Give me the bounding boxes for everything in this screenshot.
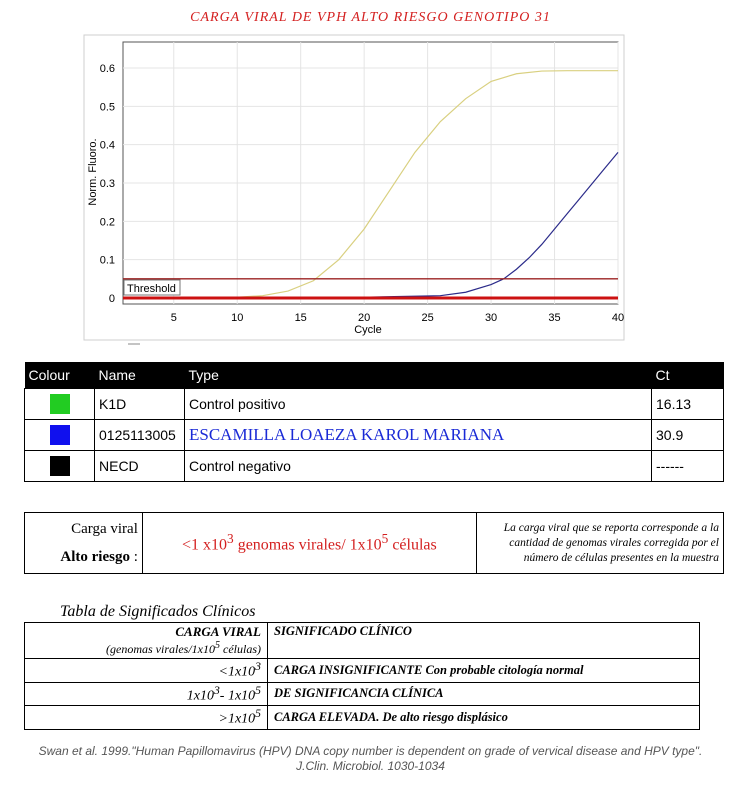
sample-type	[185, 420, 652, 451]
x-tick-label: 15	[294, 312, 307, 324]
threshold-label: Threshold	[127, 283, 176, 295]
header-load-sub-b: células)	[220, 642, 261, 656]
clinical-meaning: DE SIGNIFICANCIA CLÍNICA	[268, 682, 700, 706]
sample-type: Control negativo	[185, 451, 652, 482]
load-a: >1x10	[218, 711, 256, 727]
header-colour: Colour	[25, 362, 95, 389]
sample-name: K1D	[95, 389, 185, 420]
colour-cell	[25, 420, 95, 451]
sample-name: NECD	[95, 451, 185, 482]
viral-load-colon: :	[133, 549, 138, 565]
colour-cell	[25, 451, 95, 482]
y-axis-label: Norm. Fluoro.	[87, 138, 99, 206]
colour-swatch	[50, 425, 70, 445]
header-ct: Ct	[652, 362, 724, 389]
viral-load-label-line2: Alto riesgo	[60, 549, 130, 565]
sample-ct: ------	[652, 451, 724, 482]
reference-line1: Swan et al. 1999."Human Papillomavirus (HPV) DNA copy number is dependent on grade of vervical disease and HPV type".	[38, 744, 703, 758]
x-tick-label: 25	[421, 312, 434, 324]
viral-load-label-line2-wrap	[29, 543, 138, 571]
colour-cell	[25, 389, 95, 420]
header-type: Type	[185, 362, 652, 389]
header-load-sub-exp: 5	[215, 640, 220, 651]
result-suffix: células	[388, 536, 437, 554]
plot-area	[123, 42, 618, 304]
clinical-load	[25, 659, 268, 683]
result-exp2: 5	[381, 531, 389, 547]
clinical-table	[24, 622, 700, 730]
x-tick-label: 20	[358, 312, 371, 324]
clinical-header-row	[25, 623, 700, 659]
clinical-row	[25, 682, 700, 706]
load-a: 1x10	[186, 688, 214, 704]
y-tick-label: 0.2	[99, 216, 115, 229]
x-axis-label: Cycle	[354, 324, 382, 336]
clinical-row	[25, 659, 700, 683]
y-tick-label: 0.4	[99, 139, 115, 152]
header-load-title: CARGA VIRAL	[175, 624, 261, 639]
result-prefix: <1 x10	[181, 536, 228, 554]
viral-load-result	[142, 513, 476, 574]
viral-load-note: La carga viral que se reporta corresponde a la cantidad de genomas virales corregida por el número de células presentes en la muestra	[476, 513, 723, 574]
y-tick-label: 0.1	[99, 254, 115, 267]
x-tick-label: 35	[548, 312, 561, 324]
clinical-load	[25, 706, 268, 730]
x-tick-label: 30	[484, 312, 498, 324]
sample-type: Control positivo	[185, 389, 652, 420]
clinical-table-title: Tabla de Significados Clínicos	[60, 603, 256, 620]
clinical-row	[25, 706, 700, 730]
reference-citation	[0, 744, 741, 774]
header-load-sub-a: (genomas virales/1x10	[106, 642, 215, 656]
y-tick-label: 0.5	[99, 101, 115, 114]
load-a: <1x10	[218, 664, 256, 680]
load-exp2: 5	[255, 683, 261, 697]
y-tick-label: 0.3	[99, 178, 115, 190]
sample-ct: 30.9	[652, 420, 724, 451]
clinical-meaning: CARGA ELEVADA. De alto riesgo displásico	[268, 706, 700, 730]
viral-load-box	[24, 512, 724, 574]
y-tick-label: 0.6	[99, 63, 115, 75]
result-exp1: 3	[227, 531, 234, 547]
load-exp: 3	[255, 660, 261, 673]
header-load-sub	[31, 640, 261, 657]
table-row	[25, 451, 724, 482]
sample-table	[24, 362, 724, 482]
load-exp: 3	[213, 683, 220, 697]
sample-name: 0125113005	[95, 420, 185, 451]
viral-load-label	[25, 513, 143, 574]
result-middle: genomas virales/ 1x10	[233, 536, 382, 554]
header-meaning: SIGNIFICADO CLÍNICO	[268, 623, 700, 659]
table-row	[25, 420, 724, 451]
load-b: - 1x10	[219, 688, 256, 704]
colour-swatch	[50, 394, 70, 414]
amplification-chart	[0, 30, 741, 350]
viral-load-label-line1: Carga viral	[71, 521, 138, 537]
x-tick-label: 5	[170, 312, 177, 324]
clinical-load	[25, 682, 268, 706]
patient-name: ESCAMILLA LOAEZA KAROL MARIANA	[189, 425, 505, 444]
sample-table-header	[25, 362, 724, 389]
clinical-meaning: CARGA INSIGNIFICANTE Con probable citología normal	[268, 659, 700, 683]
header-load	[25, 623, 268, 659]
table-row	[25, 389, 724, 420]
y-tick-label: 0	[108, 293, 115, 305]
header-name: Name	[95, 362, 185, 389]
x-tick-label: 40	[611, 312, 625, 324]
report-title: CARGA VIRAL DE VPH ALTO RIESGO GENOTIPO 31	[190, 10, 551, 25]
load-exp: 5	[255, 707, 261, 721]
colour-swatch	[50, 456, 70, 476]
x-tick-label: 10	[231, 312, 244, 324]
sample-ct: 16.13	[652, 389, 724, 420]
reference-line2: J.Clin. Microbiol. 1030-1034	[296, 759, 445, 773]
